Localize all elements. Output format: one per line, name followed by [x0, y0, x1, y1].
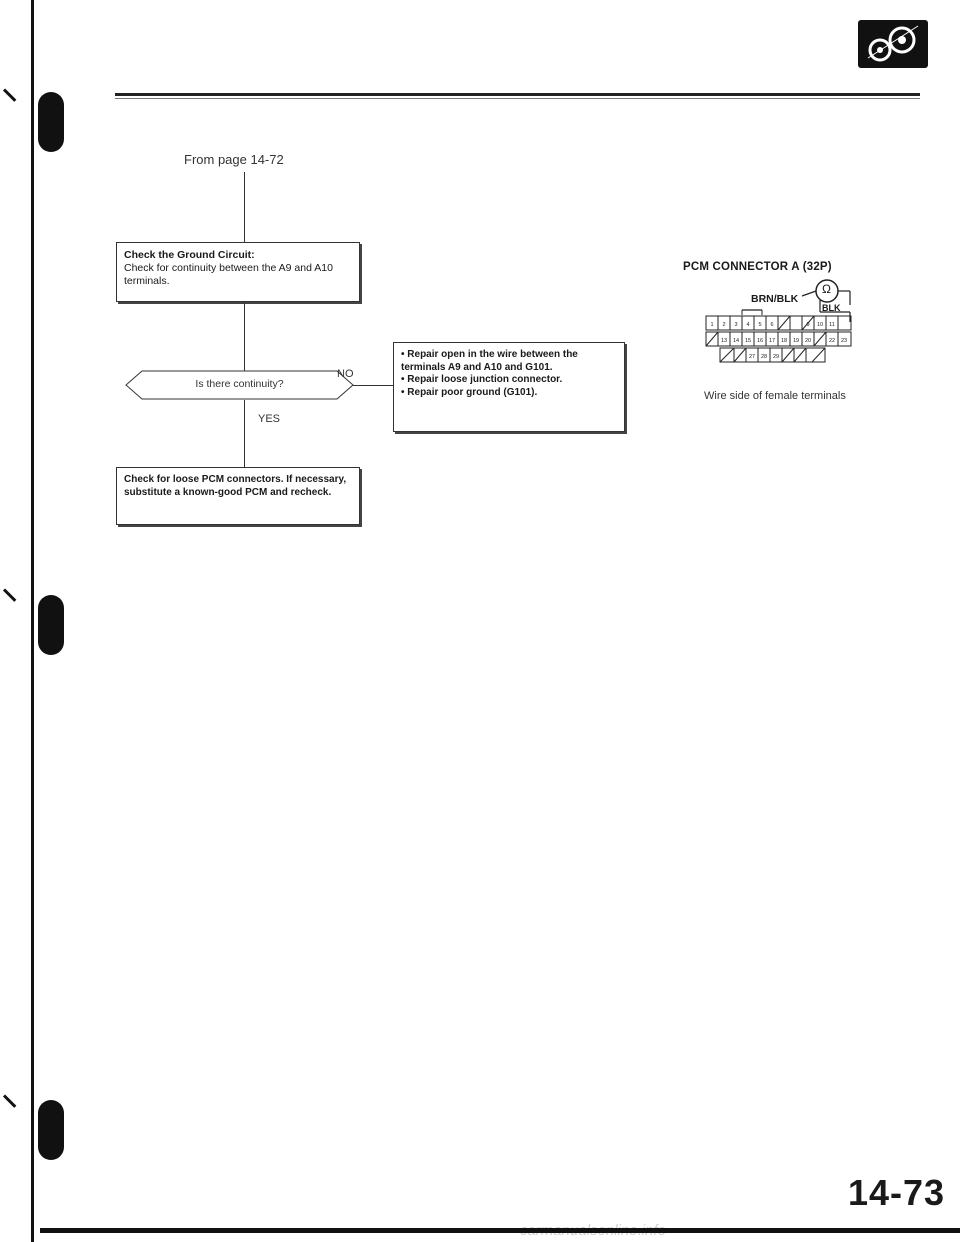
decision-text: Is there continuity? — [195, 378, 284, 390]
page-number: 14-73 — [848, 1172, 946, 1213]
terminal-number: 27 — [748, 354, 756, 360]
connector-title: PCM CONNECTOR A (32P) — [683, 261, 832, 273]
repair-box — [393, 342, 625, 432]
repair-line-1: • Repair open in the wire between the terminals A9 and A10 and G101. — [401, 349, 578, 373]
binding-edge — [0, 0, 28, 1242]
terminal-number: 28 — [760, 354, 768, 360]
terminal-number: 16 — [756, 338, 764, 344]
ohm-icon: Ω — [822, 282, 831, 296]
terminal-number: 6 — [770, 322, 774, 328]
terminal-number: 5 — [758, 322, 762, 328]
terminal-number: 2 — [722, 322, 726, 328]
final-check-box — [116, 467, 360, 525]
wire-blk-label: BLK — [822, 303, 841, 313]
ground-check-text: Check for continuity between the A9 and A10 terminals. — [124, 262, 333, 288]
terminal-number: 18 — [780, 338, 788, 344]
terminal-number: 3 — [734, 322, 738, 328]
no-label: NO — [337, 368, 354, 380]
repair-line-3: • Repair poor ground (G101). — [401, 386, 538, 398]
yes-label: YES — [258, 413, 281, 425]
terminal-number: 14 — [732, 338, 740, 344]
terminal-number: 17 — [768, 338, 776, 344]
ground-check-box — [116, 242, 360, 302]
terminal-number: 15 — [744, 338, 752, 344]
section-logo-icon — [858, 20, 928, 68]
from-page-label: From page 14-72 — [184, 152, 284, 167]
punch-hole — [38, 595, 64, 655]
flow-connector — [244, 172, 245, 242]
ground-check-title: Check the Ground Circuit: — [124, 249, 255, 261]
punch-hole — [38, 1100, 64, 1160]
terminal-number: 20 — [804, 338, 812, 344]
punch-hole — [38, 92, 64, 152]
terminal-number: 22 — [828, 338, 836, 344]
terminal-number: 1 — [710, 322, 714, 328]
terminal-number: 23 — [840, 338, 848, 344]
terminal-number: 9 — [806, 322, 810, 328]
connector-caption: Wire side of female terminals — [704, 390, 846, 402]
final-check-text: Check for loose PCM connectors. If necessary, substitute a known-good PCM and recheck. — [124, 474, 347, 498]
wire-brn-blk-label: BRN/BLK — [751, 293, 799, 305]
header-rule — [115, 93, 920, 96]
terminal-number: 19 — [792, 338, 800, 344]
terminal-number: 4 — [746, 322, 750, 328]
terminal-number: 11 — [829, 322, 835, 328]
connector-diagram — [690, 278, 858, 386]
footer-bar — [40, 1228, 960, 1233]
header-rule-thin — [115, 98, 920, 99]
flow-connector — [244, 303, 245, 371]
no-branch-line — [353, 385, 393, 386]
terminal-number: 29 — [772, 354, 780, 360]
terminal-number: 13 — [720, 338, 728, 344]
yes-branch-line — [244, 400, 245, 467]
terminal-number: 10 — [816, 322, 824, 328]
binding-line — [31, 0, 34, 1242]
repair-line-2: • Repair loose junction connector. — [401, 374, 563, 385]
